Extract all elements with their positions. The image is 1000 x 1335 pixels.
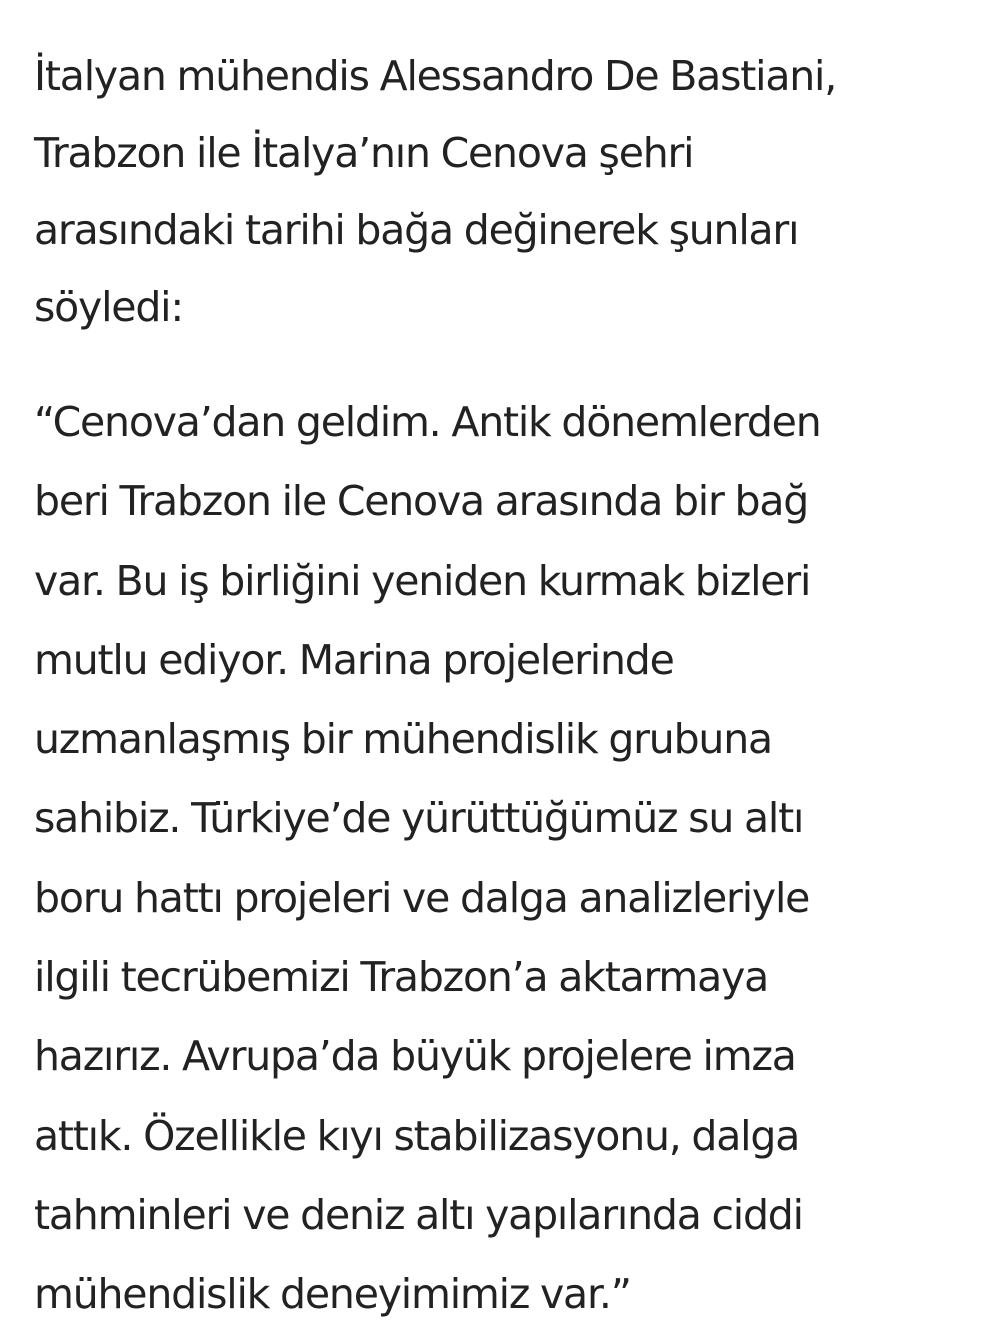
text-line: İtalyan mühendis Alessandro De Bastiani, [34,52,837,100]
text-line: “Cenova’dan geldim. Antik dönemlerden [34,398,821,446]
text-line: tahminleri ve deniz altı yapılarında ciddi [34,1190,803,1239]
text-line: mühendislik deneyimimiz var.” [34,1270,631,1319]
article-body [34,38,974,1335]
text-line: sahibiz. Türkiye’de yürüttüğümüz su altı [34,794,804,843]
text-line: attık. Özellikle kıyı stabilizasyonu, dalga [34,1111,800,1160]
text-line: ilgili tecrübemizi Trabzon’a aktarmaya [34,953,769,1002]
text-line: boru hattı projeleri ve dalga analizleriyle [34,873,810,922]
text-line: beri Trabzon ile Cenova arasında bir bağ [34,477,809,526]
intro-paragraph [34,38,974,346]
text-line: var. Bu iş birliğini yeniden kurmak bizleri [34,556,811,605]
text-line: söyledi: [34,283,183,331]
text-line: mutlu ediyor. Marina projelerinde [34,635,674,684]
text-line: arasındaki tarihi bağa değinerek şunları [34,206,799,254]
text-line: Trabzon ile İtalya’nın Cenova şehri [34,129,694,177]
quote-paragraph [34,383,974,1335]
text-line: uzmanlaşmış bir mühendislik grubuna [34,715,772,764]
text-line: hazırız. Avrupa’da büyük projelere imza [34,1032,796,1081]
